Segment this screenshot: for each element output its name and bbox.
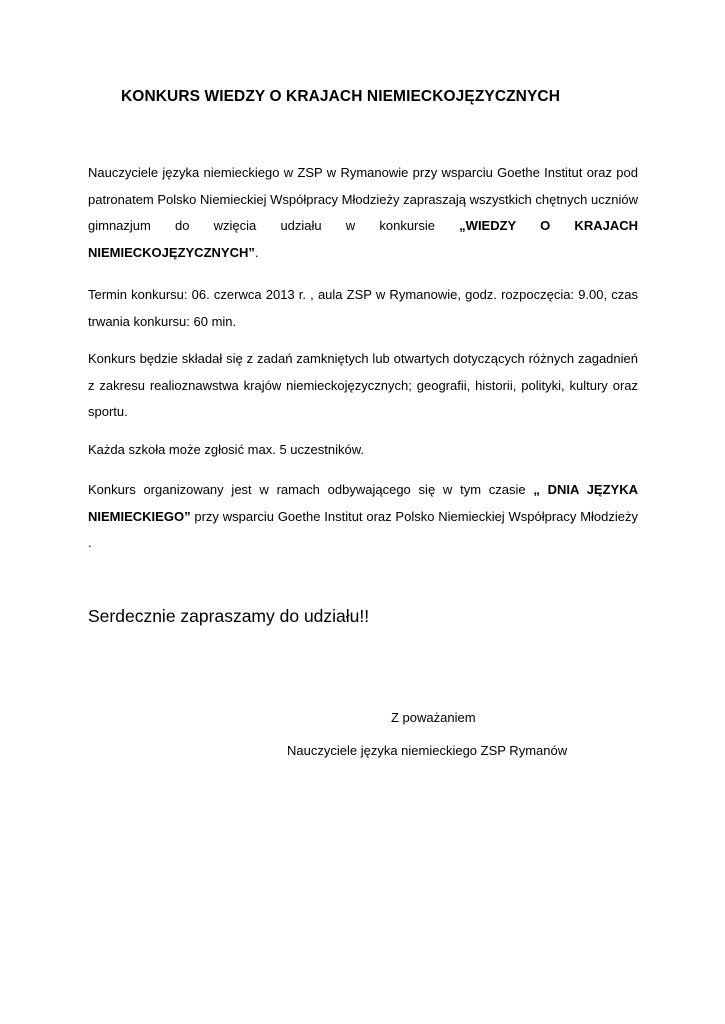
signature-greeting: Z poważaniem <box>391 710 476 725</box>
paragraph-invitation-end: . <box>254 244 259 260</box>
event-name: „ DNIA JĘZYKA NIEMIECKIEGO” <box>88 482 638 524</box>
paragraph-organization <box>88 477 638 557</box>
contest-name: „WIEDZY O KRAJACH NIEMIECKOJĘZYCZNYCH” <box>88 218 638 260</box>
paragraph-participants: Każda szkoła może zgłosić max. 5 uczestników. <box>88 442 365 457</box>
paragraph-organization-end: przy wsparciu Goethe Institut oraz Polsko Niemieckiej Współpracy Młodzieży . <box>88 508 638 550</box>
document-title: KONKURS WIEDZY O KRAJACH NIEMIECKOJĘZYCZNYCH <box>121 88 561 105</box>
paragraph-invitation <box>88 160 638 266</box>
closing-invitation: Serdecznie zapraszamy do udziału!! <box>88 606 370 626</box>
paragraph-date: Termin konkursu: 06. czerwca 2013 r. , aula ZSP w Rymanowie, godz. rozpoczęcia: 9.00, czas trwania konkursu: 60 min. <box>88 287 638 329</box>
paragraph-organization-text: Konkurs organizowany jest w ramach odbywającego się w tym czasie <box>88 482 534 497</box>
signature-author: Nauczyciele języka niemieckiego ZSP Rymanów <box>287 743 568 758</box>
paragraph-invitation-text: Nauczyciele języka niemieckiego w ZSP w Rymanowie przy wsparciu Goethe Institut oraz pod patronatem Polsko Niemieckiej Współpracy Młodzieży zapraszają wszystkich chętnych uczniów gimnazjum do wzięcia udziału w konkursie <box>88 165 638 233</box>
paragraph-scope: Konkurs będzie składał się z zadań zamkniętych lub otwartych dotyczących różnych zagadnień z zakresu realioznawstwa krajów niemieckojęzycznych; geografii, historii, polityki, kultury oraz sportu. <box>88 351 638 419</box>
